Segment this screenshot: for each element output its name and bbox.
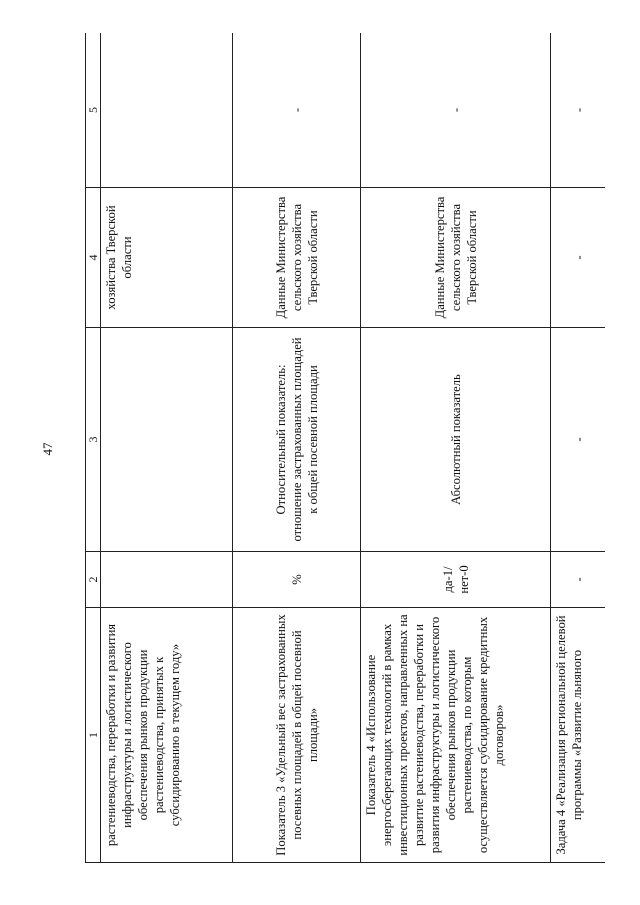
method-cell (101, 328, 233, 552)
indicator-name-cell: Задача 4 «Реализация региональной целевой программы «Развитие льняного (551, 608, 606, 863)
column-header: 5 (86, 33, 101, 188)
source-cell: Данные Министерства сельского хозяйства Тверской области (233, 188, 361, 328)
unit-cell: % (233, 552, 361, 608)
page-number: 47 (40, 442, 55, 456)
note-cell: - (233, 33, 361, 188)
method-cell: Относительный показатель: отношение застрахованных площадей к общей посевной площади (233, 328, 361, 552)
table-header-row (86, 33, 101, 863)
table-row (233, 33, 361, 863)
source-cell: - (551, 188, 606, 328)
indicator-name-cell: Показатель 3 «Удельный вес застрахованных посевных площадей в общей посевной площади» (233, 608, 361, 863)
note-cell (101, 33, 233, 188)
indicator-name-cell: растениеводства, переработки и развития инфраструктуры и логистического обеспечения рынков продукции растениеводства, принятых к субсидированию в текущем году» (101, 608, 233, 863)
column-header: 1 (86, 608, 101, 863)
table-row (361, 33, 551, 863)
note-cell: - (551, 33, 606, 188)
source-cell: Данные Министерства сельского хозяйства Тверской области (361, 188, 551, 328)
unit-cell (101, 552, 233, 608)
column-header: 4 (86, 188, 101, 328)
indicator-table-wrapper (85, 33, 605, 863)
indicator-name-cell: Показатель 4 «Использование энергосберегающих технологий в рамках инвестиционных проектов, направленных на развитие растениеводства, переработки и развития инфраструктуры и логистического обеспечения рынков продукции растениеводства, по которым осуществляется субсидирование кредитных договоров» (361, 608, 551, 863)
source-cell: хозяйства Тверской области (101, 188, 233, 328)
table-row (551, 33, 606, 863)
column-header: 3 (86, 328, 101, 552)
method-cell: Абсолютный показатель (361, 328, 551, 552)
unit-cell: - (551, 552, 606, 608)
column-header: 2 (86, 552, 101, 608)
table-row (101, 33, 233, 863)
note-cell: - (361, 33, 551, 188)
indicator-table (85, 33, 605, 863)
unit-cell: да-1/ нет-0 (361, 552, 551, 608)
method-cell: - (551, 328, 606, 552)
